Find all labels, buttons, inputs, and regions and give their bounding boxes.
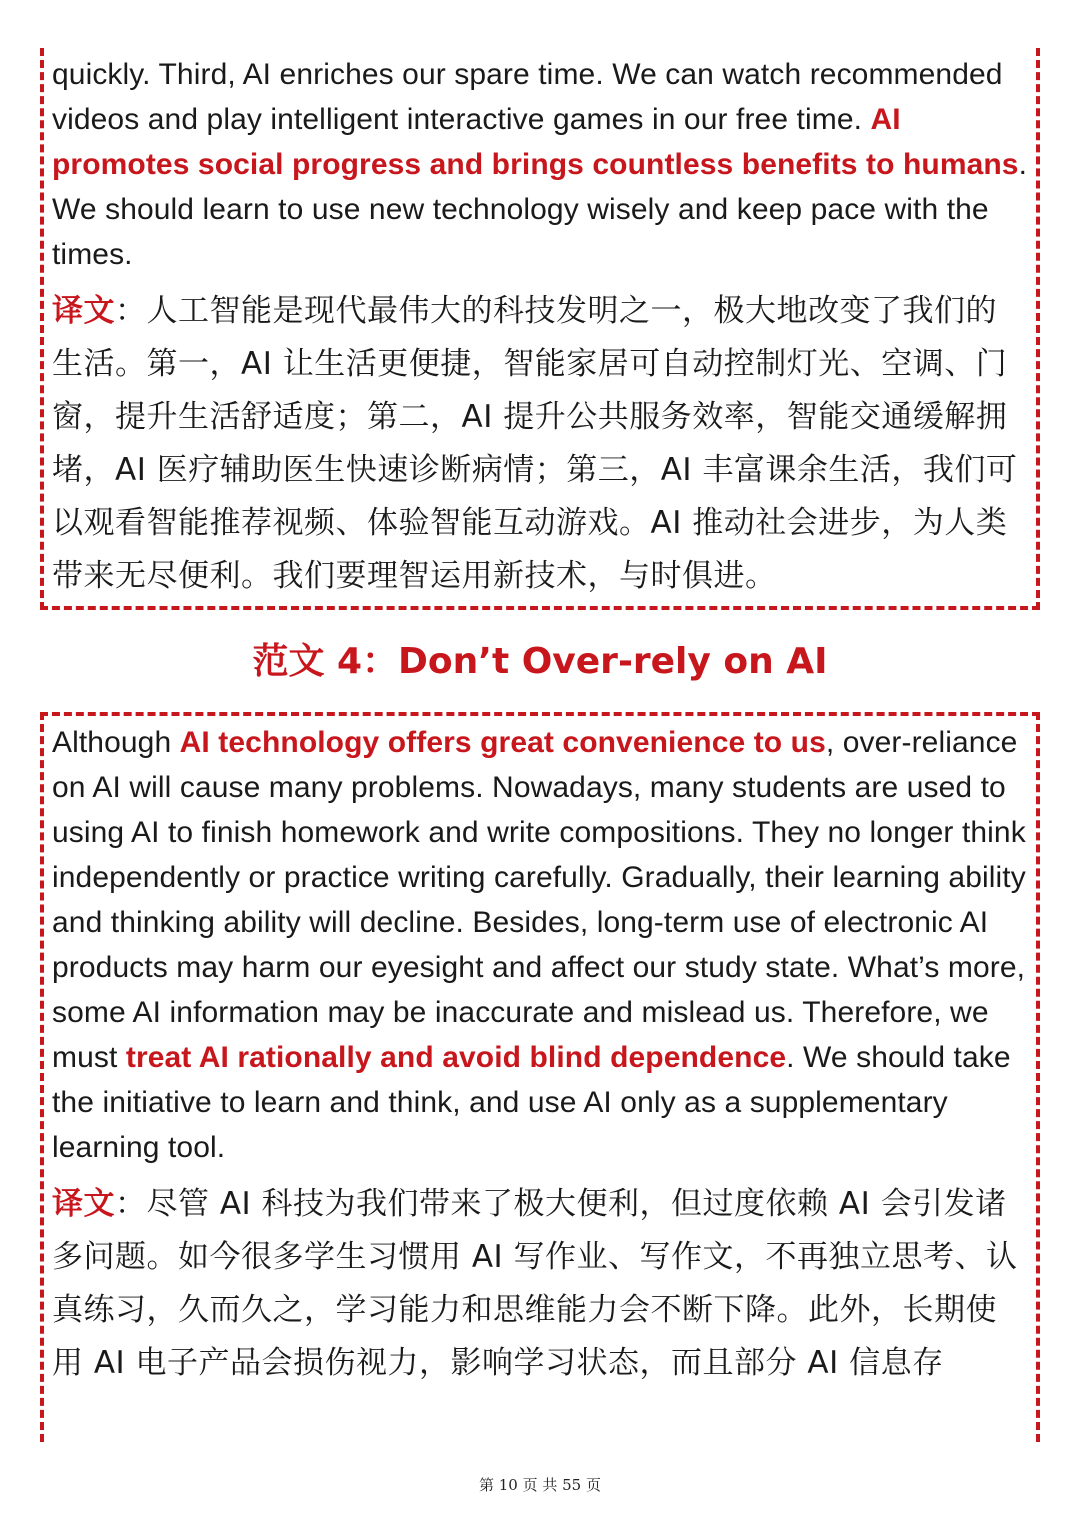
essay-4-translation-text: ：尽管 AI 科技为我们带来了极大便利，但过度依赖 AI 会引发诸多问题。如今很多学生习惯用 AI 写作业、写作文，不再独立思考、认真练习，久而久之，学习能力和思维能力会不断下降。此外，长期使用 AI 电子产品会损伤视力，影响学习状态，而且部分 AI 信息存 bbox=[52, 1186, 1018, 1381]
essay-3-translation bbox=[52, 285, 1028, 603]
essay-3-text-part-1: quickly. Third, AI enriches our spare time. We can watch recommended videos and play intelligent interactive games in our free time. bbox=[52, 58, 1003, 136]
essay-4-key-sentence-1: AI technology offers great convenience to us bbox=[179, 726, 826, 759]
essay-4-key-sentence-2: treat AI rationally and avoid blind dependence bbox=[125, 1041, 787, 1074]
essay-4-title: 范文 4：Don’t Over-rely on AI bbox=[252, 641, 828, 682]
essay-4-text-part-3: . We should take the initiative to learn and think, and use AI only as a supplementary learning tool. bbox=[52, 1041, 1011, 1164]
essay-4-translation bbox=[52, 1178, 1028, 1390]
essay-3-text-part-2: . We should learn to use new technology wisely and keep pace with the times. bbox=[52, 148, 1028, 271]
page-number: 第 10 页 共 55 页 bbox=[478, 1476, 601, 1494]
essay-3-translation-text: ：人工智能是现代最伟大的科技发明之一，极大地改变了我们的生活。第一，AI 让生活更便捷，智能家居可自动控制灯光、空调、门窗，提升生活舒适度；第二，AI 提升公共服务效率，智能交通缓解拥堵，AI 医疗辅助医生快速诊断病情；第三，AI 丰富课余生活，我们可以观看智能推荐视频、体验智能互动游戏。AI 推动社会进步，为人类带来无尽便利。我们要理智运用新技术，与时俱进。 bbox=[52, 293, 1018, 594]
essay-4-box bbox=[40, 712, 1040, 1442]
essay-4-text-part-1: Although bbox=[52, 726, 180, 759]
essay-4-text-part-2: , over-reliance on AI will cause many problems. Nowadays, many students are used to using AI to finish homework and write compositions. They no longer think independently or practice writing carefully. Gradually, their learning ability and thinking ability will decline. Besides, long-term use of electronic AI products may harm our eyesight and affect our study state. What’s more, some AI information may be inaccurate and mislead us. Therefore, we must bbox=[52, 726, 1026, 1074]
essay-3-box bbox=[40, 48, 1040, 610]
translation-label: 译文 bbox=[52, 1186, 115, 1222]
translation-label: 译文 bbox=[52, 293, 115, 329]
essay-3-key-sentence: AI promotes social progress and brings countless benefits to humans bbox=[52, 103, 1019, 181]
essay-4-english-paragraph bbox=[52, 720, 1028, 1170]
essay-3-english-paragraph bbox=[52, 52, 1028, 277]
